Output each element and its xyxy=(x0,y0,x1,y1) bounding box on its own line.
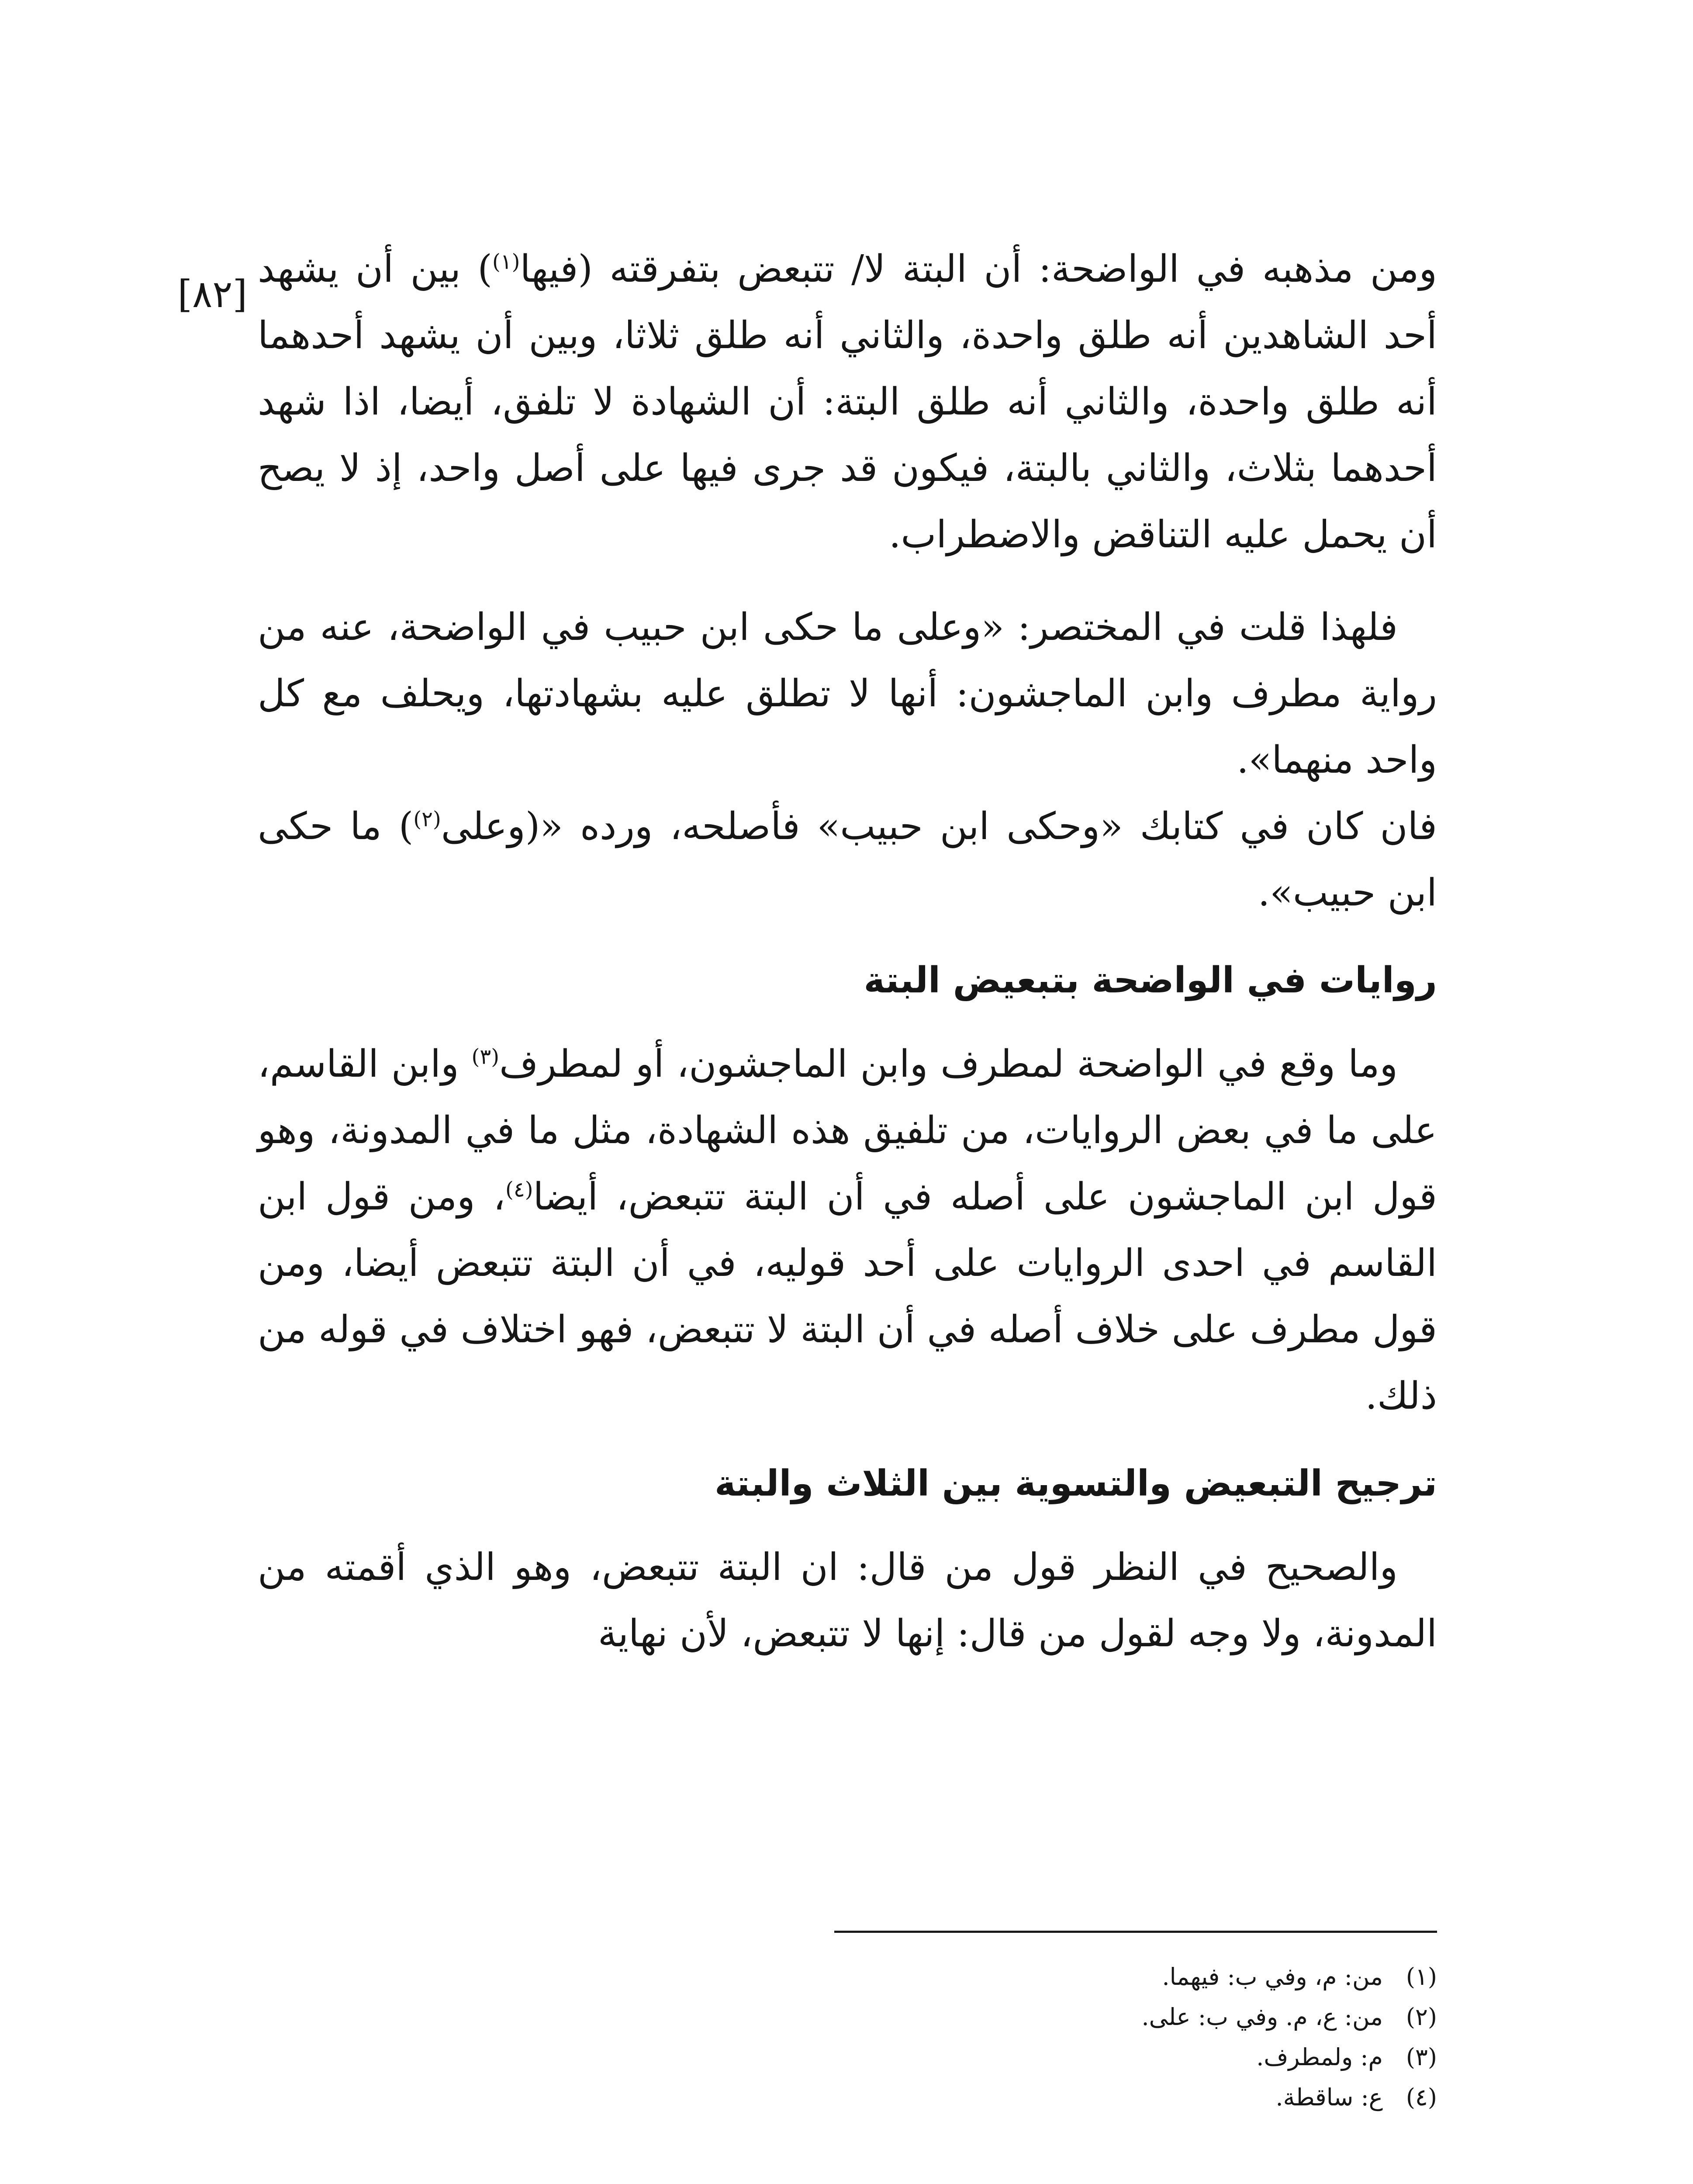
footnotes xyxy=(651,1957,1437,2118)
footnote-ref-2: (٢) xyxy=(413,807,441,832)
paragraph-4 xyxy=(258,1031,1437,1429)
section-heading-2: ترجيح التبعيض والتسوية بين الثلاث والبتة xyxy=(714,1463,1437,1504)
footnote-separator xyxy=(834,1931,1437,1933)
margin-page-reference: [٨٢] xyxy=(177,273,247,316)
footnote-number: (٣) xyxy=(1406,2043,1437,2071)
footnote-number: (١) xyxy=(1406,1963,1437,1990)
footnote xyxy=(651,2037,1437,2077)
footnote xyxy=(651,2077,1437,2118)
paragraph-3 xyxy=(258,793,1437,926)
paragraph-5: والصحيح في النظر قول من قال: ان البتة تتبعض، وهو الذي أقمته من المدونة، ولا وجه لقول من قال: إنها لا تتبعض، لأن نهاية xyxy=(258,1545,1437,1655)
paragraph-1-part-a: ومن مذهبه في الواضحة: أن البتة لا/ تتبعض بتفرقته (فيها xyxy=(520,247,1437,291)
footnote-ref-1: (١) xyxy=(492,249,520,274)
footnote-number: (٢) xyxy=(1406,2003,1437,2031)
section-heading-1: روايات في الواضحة بتبعيض البتة xyxy=(864,960,1437,1001)
footnote-text: من: م، وفي ب: فيهما. xyxy=(1162,1963,1383,1990)
paragraph-4-part-a: وما وقع في الواضحة لمطرف وابن الماجشون، أو لمطرف xyxy=(499,1042,1398,1086)
paragraph-3-part-a: فان كان في كتابك «وحكى ابن حبيب» فأصلحه، ورده «(وعلى xyxy=(441,805,1437,848)
paragraph-3-part-b: ) ما حكى ابن حبيب». xyxy=(258,805,1437,915)
footnote-text: م: ولمطرف. xyxy=(1256,2043,1383,2071)
footnote xyxy=(651,1997,1437,2037)
footnote-text: ع: ساقطة. xyxy=(1275,2084,1383,2111)
paragraph-4-part-c: ، ومن قول ابن القاسم في احدى الروايات على أحد قوليه، في أن البتة تتبعض أيضا، ومن قول مطرف على خلاف أصله في أن البتة لا تتبعض، فهو اختلاف في قوله من ذلك. xyxy=(258,1175,1437,1418)
footnote-ref-4: (٤) xyxy=(505,1177,533,1202)
paragraph-4-part-b: وابن القاسم، على ما في بعض الروايات، من تلفيق هذه الشهادة، مثل ما في المدونة، وهو قول ابن الماجشون على أصله في أن البتة تتبعض، أيضا xyxy=(258,1042,1437,1219)
paragraph-2: فلهذا قلت في المختصر: «وعلى ما حكى ابن حبيب في الواضحة، عنه من رواية مطرف وابن الماجشون: أنها لا تطلق عليه بشهادتها، ويحلف مع كل واحد منهما». xyxy=(258,605,1437,782)
footnote-text: من: ع، م. وفي ب: على. xyxy=(1141,2003,1383,2031)
footnote-ref-3: (٣) xyxy=(471,1044,499,1069)
paragraph-1 xyxy=(258,236,1437,568)
footnote-number: (٤) xyxy=(1406,2084,1437,2111)
paragraph-1-part-b: ) بين أن يشهد أحد الشاهدين أنه طلق واحدة، والثاني أنه طلق ثلاثا، وبين أن يشهد أحدهما أنه طلق واحدة، والثاني أنه طلق البتة: أن الشهادة لا تلفق، أيضا، اذا شهد أحدهما بثلاث، والثاني بالبتة، فيكون قد جرى فيها على أصل واحد، إذ لا يصح أن يحمل عليه التناقض والاضطراب. xyxy=(258,247,1437,556)
footnote xyxy=(651,1957,1437,1997)
main-text xyxy=(258,236,1437,1667)
